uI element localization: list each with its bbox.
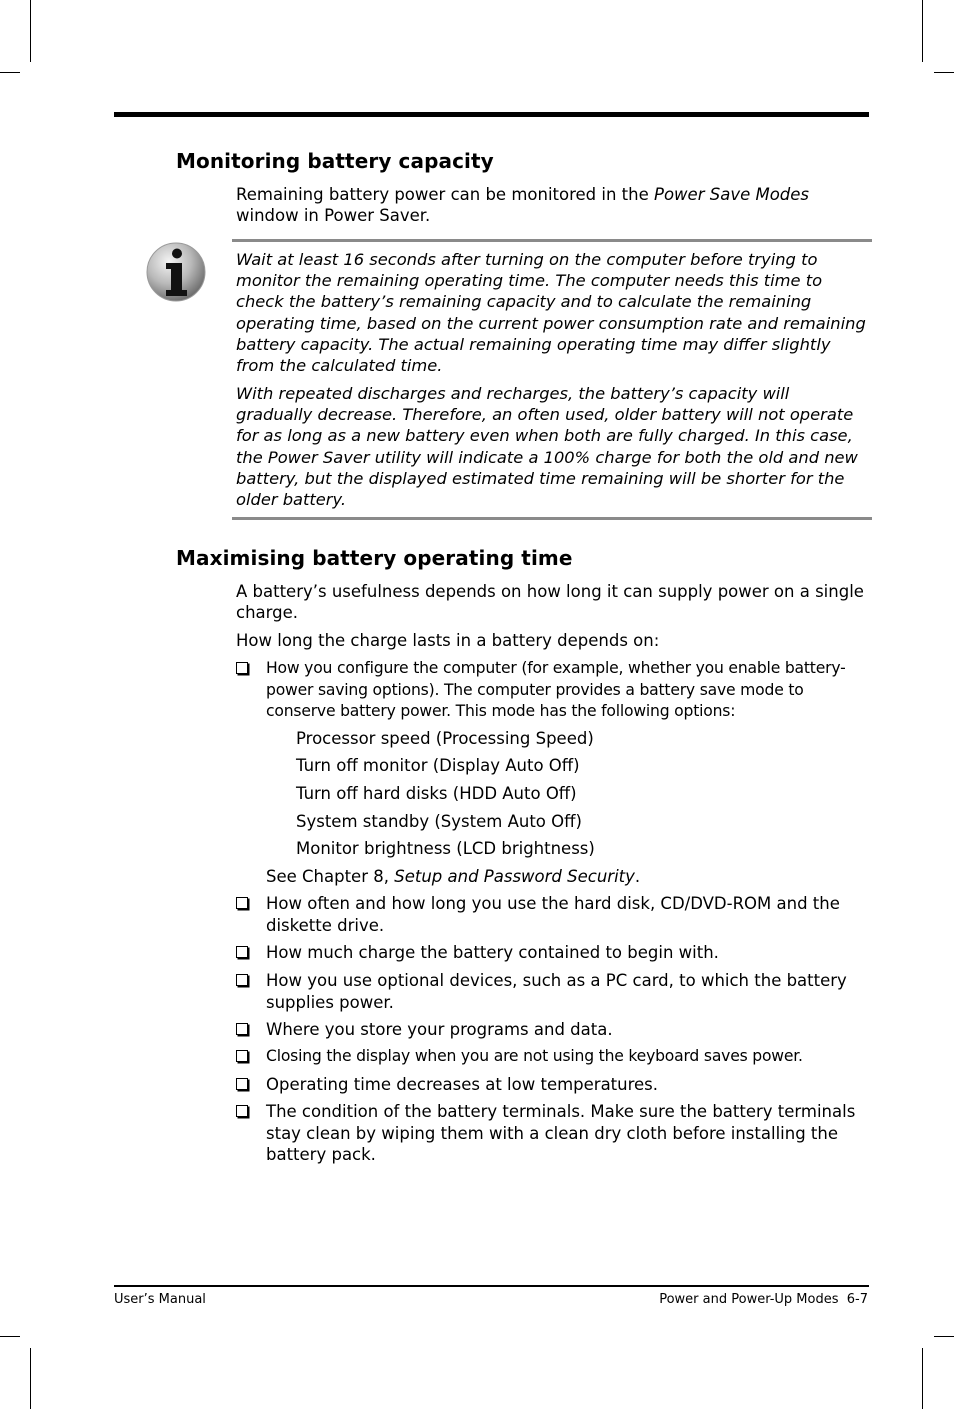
list-item: How you use optional devices, such as a PC card, to which the battery supplies power. — [266, 971, 847, 1012]
checkbox-bullet-icon — [236, 970, 256, 992]
list-item: How you configure the computer (for example, whether you enable battery-power saving options). The computer provides a battery save mode to conserve battery power. This mode has the following options: — [266, 659, 846, 720]
footer-rule — [114, 1285, 869, 1287]
crop-mark — [934, 72, 954, 73]
checkbox-bullet-icon — [236, 1046, 256, 1068]
list-item: How often and how long you use the hard disk, CD/DVD-ROM and the diskette drive. — [266, 894, 840, 935]
crop-mark — [30, 0, 31, 62]
depends-on-paragraph: How long the charge lasts in a battery depends on: — [236, 631, 660, 650]
footer-page-label: Power and Power-Up Modes 6-7 — [659, 1292, 868, 1307]
crop-mark — [30, 1348, 31, 1409]
list-item: Closing the display when you are not using the keyboard saves power. — [266, 1047, 803, 1065]
crop-mark — [922, 1348, 923, 1409]
option-item: System standby (System Auto Off) — [296, 812, 582, 831]
checkbox-bullet-icon — [236, 1019, 256, 1041]
note-paragraph-1: Wait at least 16 seconds after turning on the computer before trying to monitor the remaining operating time. The computer needs this time to check the battery’s remaining capacity and to calculate the remaining operating time, based on the current power consumption rate and remaining battery capacity. The actual remaining operating time may differ slightly from the calculated time. — [236, 250, 866, 376]
checkbox-bullet-icon — [236, 1101, 256, 1123]
chapter-title: Setup and Password Security — [394, 867, 635, 886]
crop-mark — [0, 72, 20, 73]
list-item: Operating time decreases at low temperatures. — [266, 1075, 659, 1094]
option-item: Monitor brightness (LCD brightness) — [296, 839, 595, 858]
section-heading-maximising: Maximising battery operating time — [176, 546, 573, 570]
crop-mark — [922, 0, 923, 62]
see-text-end: . — [634, 867, 641, 886]
list-item: Where you store your programs and data. — [266, 1020, 613, 1039]
option-item: Turn off monitor (Display Auto Off) — [296, 756, 580, 775]
checkbox-bullet-icon — [236, 1074, 256, 1096]
option-item: Processor speed (Processing Speed) — [296, 729, 594, 748]
intro-text-end: window in Power Saver. — [236, 206, 431, 225]
intro-text: Remaining battery power can be monitored in the — [236, 185, 655, 204]
checkbox-bullet-icon — [236, 658, 256, 680]
see-text: See Chapter 8, — [266, 867, 395, 886]
crop-mark — [934, 1336, 954, 1337]
footer-manual-title: User’s Manual — [114, 1292, 206, 1307]
section-intro-paragraph — [236, 184, 866, 226]
list-item: The condition of the battery terminals. Make sure the battery terminals stay clean by wiping them with a clean dry cloth before installing the battery pack. — [266, 1102, 856, 1164]
checkbox-bullet-icon — [236, 893, 256, 915]
list-item: How much charge the battery contained to begin with. — [266, 943, 719, 962]
see-chapter-reference — [266, 866, 640, 887]
note-paragraph-2: With repeated discharges and recharges, the battery’s capacity will gradually decrease. Therefore, an often used, older battery will not operate for as long as a new battery even when both are fully charged. In this case, the Power Saver utility will indicate a 100% charge for both the old and new battery, but the displayed estimated time remaining will be shorter for the older battery. — [236, 384, 858, 510]
info-icon — [144, 240, 208, 304]
checkbox-bullet-icon — [236, 942, 256, 964]
option-item: Turn off hard disks (HDD Auto Off) — [296, 784, 577, 803]
section-heading-monitoring: Monitoring battery capacity — [176, 149, 494, 173]
header-rule — [114, 112, 869, 117]
intro-emphasis: Power Save Modes — [654, 185, 810, 204]
usefulness-paragraph: A battery’s usefulness depends on how long it can supply power on a single charge. — [236, 582, 864, 622]
crop-mark — [0, 1336, 20, 1337]
